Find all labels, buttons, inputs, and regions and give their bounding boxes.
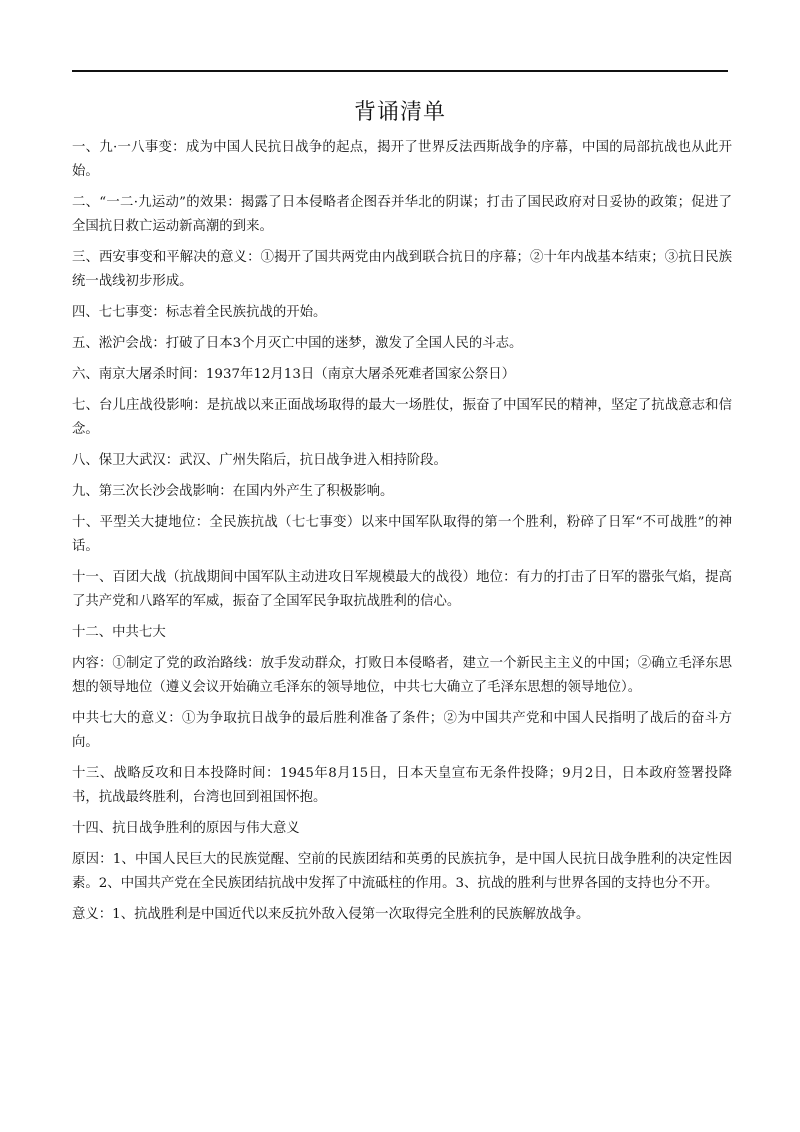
paragraph-2: 二、“一二·九运动”的效果：揭露了日本侵略者企图吞并华北的阴谋；打击了国民政府对日妥协的政策；促进了全国抗日救亡运动新高潮的到来。	[72, 195, 732, 234]
paragraph-4: 四、七七事变：标志着全民族抗战的开始。	[72, 305, 327, 320]
page-title: 背诵清单	[353, 100, 446, 125]
paragraph-8: 八、保卫大武汉：武汉、广州失陷后，抗日战争进入相持阶段。	[72, 453, 447, 468]
document-body	[72, 136, 732, 934]
paragraph-12: 十二、中共七大	[72, 625, 166, 640]
paragraph-13: 内容：①制定了党的政治路线：放手发动群众，打败日本侵略者，建立一个新民主主义的中国；②确立毛泽东思想的领导地位（遵义会议开始确立毛泽东的领导地位，中共七大确立了毛泽东思想的领导地位）。	[72, 656, 732, 695]
paragraph-15: 十三、战略反攻和日本投降时间：1945年8月15日，日本天皇宣布无条件投降；9月2日，日本政府签署投降书，抗战最终胜利，台湾也回到祖国怀抱。	[72, 766, 732, 805]
paragraph-18: 意义：1、抗战胜利是中国近代以来反抗外敌入侵第一次取得完全胜利的民族解放战争。	[72, 907, 590, 922]
header-rule	[72, 70, 728, 72]
paragraph-7: 七、台儿庄战役影响：是抗战以来正面战场取得的最大一场胜仗，振奋了中国军民的精神，坚定了抗战意志和信念。	[72, 398, 732, 437]
paragraph-5: 五、淞沪会战：打破了日本3个月灭亡中国的迷梦，激发了全国人民的斗志。	[72, 336, 523, 351]
paragraph-1: 一、九·一八事变：成为中国人民抗日战争的起点，揭开了世界反法西斯战争的序幕，中国的局部抗战也从此开始。	[72, 140, 732, 179]
paragraph-17: 原因：1、中国人民巨大的民族觉醒、空前的民族团结和英勇的民族抗争，是中国人民抗日战争胜利的决定性因素。2、中国共产党在全民族团结抗战中发挥了中流砥柱的作用。3、抗战的胜利与世界各国的支持也分不开。	[72, 852, 732, 891]
paragraph-16: 十四、抗日战争胜利的原因与伟大意义	[72, 821, 300, 836]
paragraph-14: 中共七大的意义：①为争取抗日战争的最后胜利准备了条件；②为中国共产党和中国人民指明了战后的奋斗方向。	[72, 711, 732, 750]
paragraph-9: 九、第三次长沙会战影响：在国内外产生了积极影响。	[72, 484, 394, 499]
paragraph-6: 六、南京大屠杀时间：1937年12月13日（南京大屠杀死难者国家公祭日）	[72, 367, 516, 382]
paragraph-3: 三、西安事变和平解决的意义：①揭开了国共两党由内战到联合抗日的序幕；②十年内战基本结束；③抗日民族统一战线初步形成。	[72, 250, 732, 289]
paragraph-10: 十、平型关大捷地位：全民族抗战（七七事变）以来中国军队取得的第一个胜利，粉碎了日军“不可战胜”的神话。	[72, 515, 732, 554]
paragraph-11: 十一、百团大战（抗战期间中国军队主动进攻日军规模最大的战役）地位：有力的打击了日军的嚣张气焰，提高了共产党和八路军的军威，振奋了全国军民争取抗战胜利的信心。	[72, 570, 732, 609]
